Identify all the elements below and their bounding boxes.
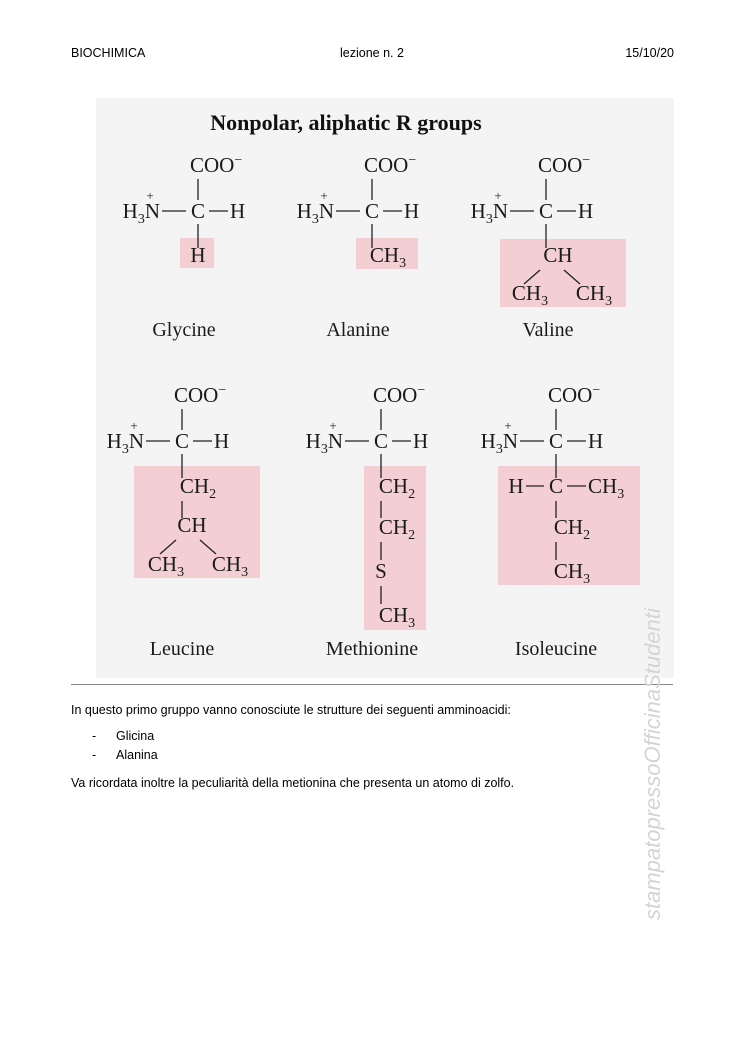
structures-svg xyxy=(96,98,674,678)
figure-title: Nonpolar, aliphatic R groups xyxy=(210,110,482,135)
alpha-carbon-label: C xyxy=(548,429,564,453)
amino-acid-name: Methionine xyxy=(325,638,419,660)
list-marker: - xyxy=(92,729,97,743)
amino-group-label: $H_3N$ xyxy=(480,429,518,457)
amino-acid-name: Glycine xyxy=(152,319,216,341)
r-group-atom: $CH_3$ xyxy=(211,552,249,580)
r-group-atom: $CH_3$ xyxy=(588,474,625,502)
r-group-atom: $CH_2$ xyxy=(378,515,416,543)
alpha-carbon-label: C xyxy=(174,429,190,453)
hydrogen-label: H xyxy=(588,429,604,453)
list-item xyxy=(92,748,158,767)
header-course: BIOCHIMICA xyxy=(71,46,146,60)
charge-plus: + xyxy=(329,418,337,433)
carboxylate-label: COO− xyxy=(538,153,591,177)
r-group-atom: H xyxy=(508,474,524,498)
r-group-atom: C xyxy=(548,474,564,498)
r-group-atom: $CH_3$ xyxy=(147,552,185,580)
charge-plus: + xyxy=(494,188,502,203)
charge-plus: + xyxy=(504,418,512,433)
charge-plus: + xyxy=(146,188,154,203)
amino-group-label: $H_3N$ xyxy=(470,199,508,227)
list-item xyxy=(92,729,158,748)
alpha-carbon-label: C xyxy=(373,429,389,453)
charge-plus: + xyxy=(130,418,138,433)
amino-acid-name: Alanine xyxy=(326,319,390,341)
alpha-carbon-label: C xyxy=(364,199,380,223)
r-group-atom: $CH_3$ xyxy=(575,281,613,309)
hydrogen-label: H xyxy=(214,429,230,453)
amino-group-label: $H_3N$ xyxy=(305,429,343,457)
alpha-carbon-label: C xyxy=(190,199,206,223)
amino-group-label: $H_3N$ xyxy=(296,199,334,227)
carboxylate-label: COO− xyxy=(190,153,243,177)
intro-paragraph: In questo primo gruppo vanno conosciute le strutture dei seguenti amminoacidi: xyxy=(71,703,511,717)
r-group-atom: $CH_3$ xyxy=(511,281,549,309)
amino-group-label: $H_3N$ xyxy=(106,429,144,457)
r-group-atom: $CH_2$ xyxy=(553,515,591,543)
closing-paragraph: Va ricordata inoltre la peculiarità della metionina che presenta un atomo di zolfo. xyxy=(71,776,515,790)
r-group-atom: CH xyxy=(543,243,573,267)
r-group-atom: $CH_2$ xyxy=(179,474,217,502)
list-marker: - xyxy=(92,748,97,762)
r-group-atom: $CH_2$ xyxy=(378,474,416,502)
r-group-atom: $CH_3$ xyxy=(378,603,416,631)
list-item-label: Alanina xyxy=(116,748,158,762)
charge-plus: + xyxy=(320,188,328,203)
header-lesson: lezione n. 2 xyxy=(340,46,404,60)
watermark: stampatopressoOfficinaStudenti xyxy=(640,608,665,920)
amino-acid-name: Valine xyxy=(522,319,574,341)
list-item-label: Glicina xyxy=(116,729,155,743)
r-group-atom: H xyxy=(190,243,206,267)
carboxylate-label: COO− xyxy=(548,383,601,407)
hydrogen-label: H xyxy=(404,199,420,223)
r-group-atom: $CH_3$ xyxy=(369,243,407,271)
amino-acid-list xyxy=(92,729,158,767)
hydrogen-label: H xyxy=(578,199,594,223)
amino-acid-figure xyxy=(96,98,674,678)
alpha-carbon-label: C xyxy=(538,199,554,223)
hydrogen-label: H xyxy=(230,199,246,223)
header-date: 15/10/20 xyxy=(625,46,674,60)
carboxylate-label: COO− xyxy=(174,383,227,407)
carboxylate-label: COO− xyxy=(373,383,426,407)
amino-group-label: $H_3N$ xyxy=(122,199,160,227)
r-group-atom: CH xyxy=(177,513,207,537)
hydrogen-label: H xyxy=(413,429,429,453)
carboxylate-label: COO− xyxy=(364,153,417,177)
r-group-atom: $CH_3$ xyxy=(553,559,591,587)
r-group-atom: S xyxy=(375,559,387,583)
divider xyxy=(71,684,673,685)
amino-acid-name: Isoleucine xyxy=(514,638,598,660)
amino-acid-name: Leucine xyxy=(149,638,215,660)
